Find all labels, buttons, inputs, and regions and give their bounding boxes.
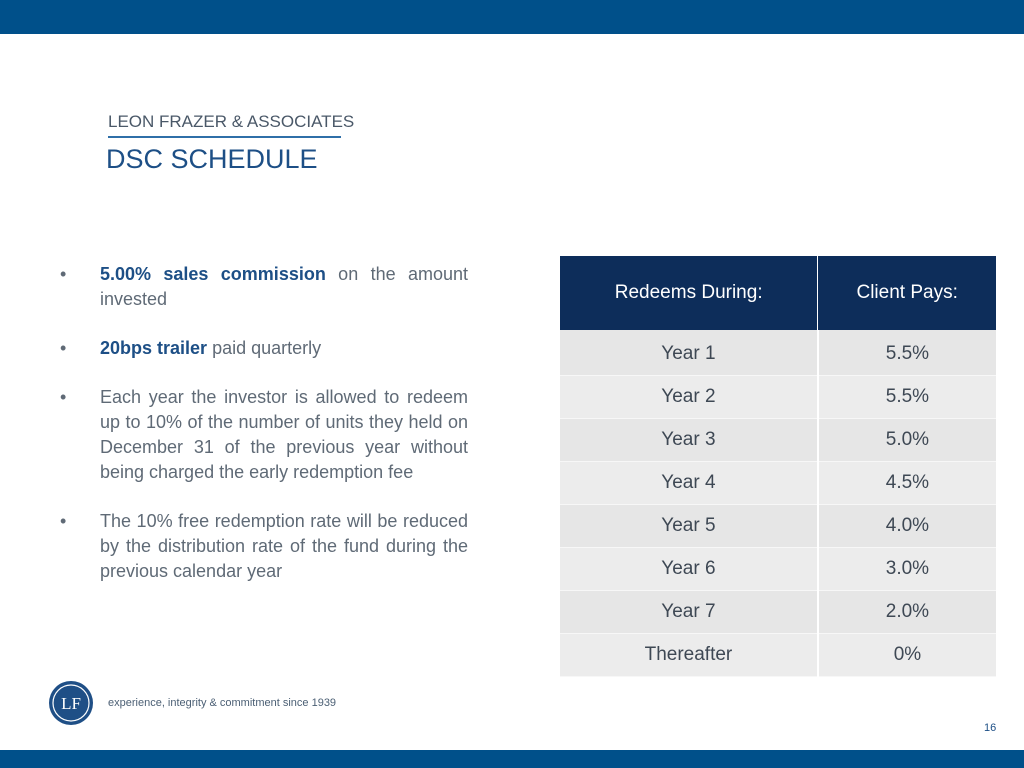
dsc-schedule-table bbox=[560, 256, 996, 677]
bullet-item bbox=[60, 385, 468, 485]
table-row bbox=[560, 419, 996, 462]
fee-cell: 5.5% bbox=[818, 376, 996, 419]
fee-cell: 5.5% bbox=[818, 330, 996, 376]
fee-cell: 3.0% bbox=[818, 548, 996, 591]
bullet-icon: • bbox=[60, 338, 67, 358]
page-number: 16 bbox=[984, 722, 997, 734]
bullet-text: The 10% free redemption rate will be reduced by the distribution rate of the fund during the previous calendar year bbox=[100, 511, 468, 581]
bullet-icon: • bbox=[60, 264, 67, 284]
redeem-period-cell: Thereafter bbox=[560, 634, 818, 677]
bottom-banner bbox=[0, 750, 1024, 768]
top-banner bbox=[0, 0, 1024, 34]
logo-initials: LF bbox=[61, 694, 81, 713]
table-row bbox=[560, 505, 996, 548]
table-row bbox=[560, 462, 996, 505]
redeem-period-cell: Year 3 bbox=[560, 419, 818, 462]
table-row bbox=[560, 376, 996, 419]
redeem-period-cell: Year 6 bbox=[560, 548, 818, 591]
table-row bbox=[560, 634, 996, 677]
column-header-redeems: Redeems During: bbox=[560, 256, 818, 330]
redeem-period-cell: Year 4 bbox=[560, 462, 818, 505]
redeem-period-cell: Year 1 bbox=[560, 330, 818, 376]
bullet-bold-text: 5.00% sales commission bbox=[100, 264, 326, 284]
bullet-list bbox=[60, 262, 468, 608]
redeem-period-cell: Year 2 bbox=[560, 376, 818, 419]
bullet-icon: • bbox=[60, 511, 67, 531]
bullet-text: paid quarterly bbox=[207, 338, 322, 358]
redeem-period-cell: Year 5 bbox=[560, 505, 818, 548]
redeem-period-cell: Year 7 bbox=[560, 591, 818, 634]
column-header-client-pays: Client Pays: bbox=[818, 256, 996, 330]
page-title: DSC SCHEDULE bbox=[106, 144, 318, 174]
fee-cell: 4.5% bbox=[818, 462, 996, 505]
bullet-item bbox=[60, 262, 468, 312]
footer-tagline: experience, integrity & commitment since 1939 bbox=[108, 697, 337, 709]
table-header-row bbox=[560, 256, 996, 330]
table-row bbox=[560, 548, 996, 591]
bullet-icon: • bbox=[60, 387, 67, 407]
bullet-bold-text: 20bps trailer bbox=[100, 338, 208, 358]
bullet-text: Each year the investor is allowed to redeem up to 10% of the number of units they held on December 31 of the previous year without being charged the early redemption fee bbox=[100, 387, 468, 482]
company-name: LEON FRAZER & ASSOCIATES bbox=[108, 112, 341, 138]
bullet-item bbox=[60, 336, 468, 361]
fee-cell: 2.0% bbox=[818, 591, 996, 634]
brand-header bbox=[108, 112, 355, 138]
bullet-item bbox=[60, 509, 468, 584]
table-row bbox=[560, 330, 996, 376]
fee-cell: 0% bbox=[818, 634, 996, 677]
table-row bbox=[560, 591, 996, 634]
lf-logo-icon bbox=[48, 680, 94, 726]
fee-cell: 4.0% bbox=[818, 505, 996, 548]
bullet-text: on the amount invested bbox=[100, 264, 468, 309]
fee-cell: 5.0% bbox=[818, 419, 996, 462]
